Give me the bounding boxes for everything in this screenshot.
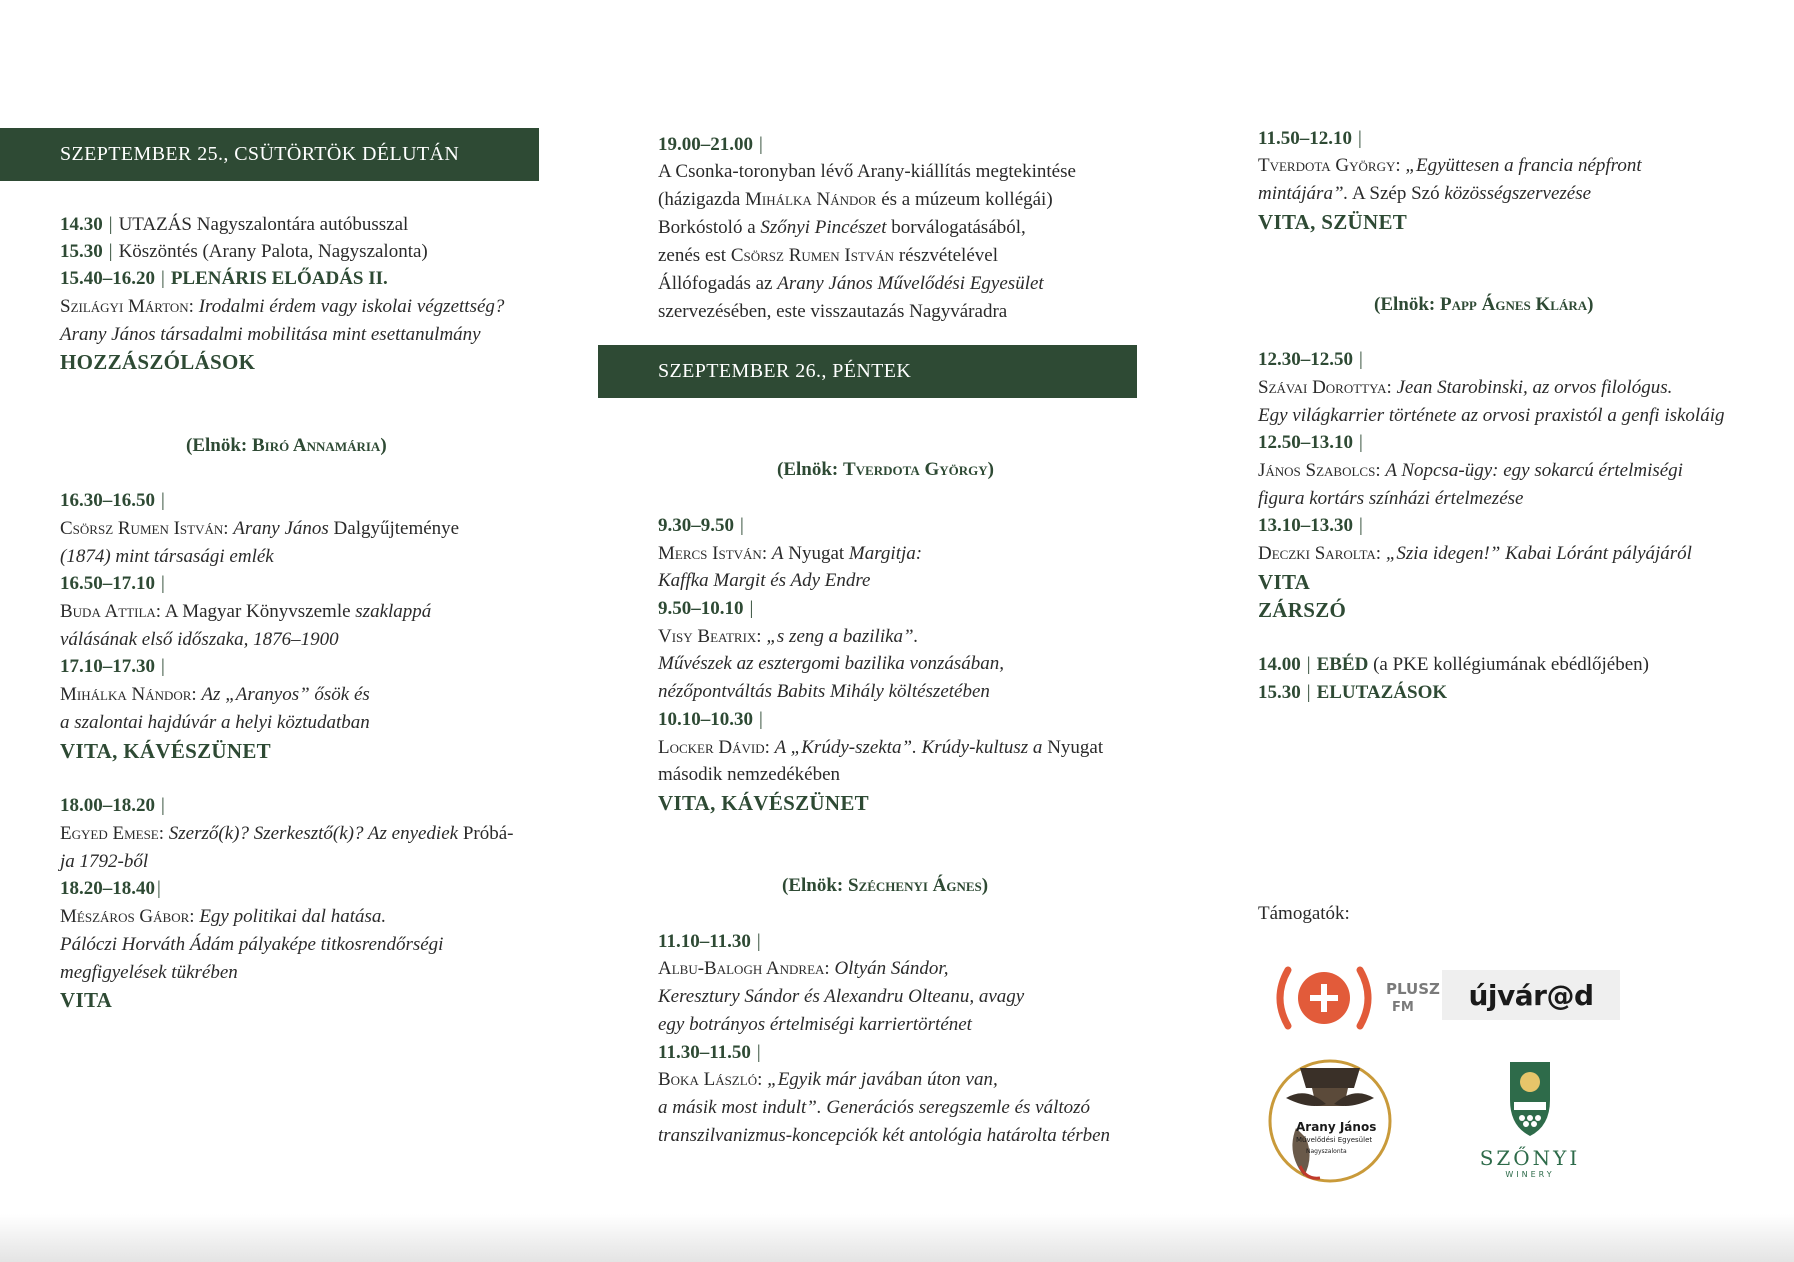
item-text: UTAZÁS Nagyszalontára autóbusszal <box>118 214 409 235</box>
szonyi-text: SZŐNYI <box>1479 1146 1581 1170</box>
section-label: HOZZÁSZÓLÁSOK <box>60 350 256 374</box>
schedule-time: 11.30–11.50 | <box>658 1042 761 1063</box>
ujvarad-text: újvár@d <box>1468 978 1594 1012</box>
speaker: Deczki Sarolta: <box>1258 543 1382 564</box>
talk-line <box>1258 540 1692 568</box>
speaker: Szávai Dorottya: <box>1258 377 1392 398</box>
speaker: Egyed Emese: <box>60 823 165 844</box>
day-banner-friday <box>598 345 1137 398</box>
plusz-fm-icon <box>1268 960 1428 1036</box>
talk-line <box>1258 180 1591 208</box>
emblem-text-c: Nagyszalonta <box>1306 1148 1347 1155</box>
day-banner-thursday <box>0 128 539 181</box>
talk-line <box>658 955 948 983</box>
break-label: VITA, KÁVÉSZÜNET <box>60 739 271 763</box>
talk-line: (1874) mint társasági emlék <box>60 546 274 567</box>
winery-name: Szőnyi Pincészet <box>760 217 887 238</box>
text: és a múzeum kollégái) <box>881 189 1053 210</box>
banner-text: SZEPTEMBER 26., PÉNTEK <box>658 360 912 382</box>
talk-title: „Szia idegen!” Kabai Lóránt pályájáról <box>1385 543 1692 564</box>
schedule-time: 18.00–18.20 | <box>60 795 165 816</box>
time: 10.10–10.30 <box>658 709 753 730</box>
speaker: Boka László: <box>658 1069 763 1090</box>
schedule-time: 16.50–17.10 | <box>60 573 165 594</box>
talk-title: „s zeng a bazilika”. <box>766 626 919 647</box>
talk-line: nézőpontváltás Babits Mihály költészetében <box>658 681 990 702</box>
winery-text: WINERY <box>1505 1170 1555 1179</box>
chair-label: (Elnök: <box>1374 294 1436 315</box>
time: 13.10–13.30 <box>1258 515 1353 536</box>
chair-line <box>782 872 988 900</box>
talk-line: transzilvanizmus-koncepciók két antológia határolta térben <box>658 1125 1111 1146</box>
talk-line: Keresztury Sándor és Alexandru Olteanu, avagy <box>658 986 1025 1007</box>
speaker: Visy Beatrix: <box>658 626 762 647</box>
time: 11.10–11.30 <box>658 931 751 952</box>
speaker: Mészáros Gábor: <box>60 906 195 927</box>
time: 15.40–16.20 <box>60 268 155 289</box>
text: Állófogadás az <box>658 273 773 294</box>
speaker: Tverdota György: <box>1258 155 1401 176</box>
schedule-time: 18.20–18.40 | <box>60 878 161 899</box>
time: 12.50–13.10 <box>1258 432 1353 453</box>
talk-line: egy botrányos értelmiségi karriertörténet <box>658 1014 972 1035</box>
time: 14.30 <box>60 214 103 235</box>
banner-text: SZEPTEMBER 25., CSÜTÖRTÖK DÉLUTÁN <box>60 143 460 165</box>
talk-line <box>1258 457 1683 485</box>
schedule-time: 12.50–13.10 | <box>1258 432 1363 453</box>
talk-title: közösségszervezése <box>1444 183 1592 204</box>
talk-line <box>658 540 922 568</box>
talk-title: A Szép Szó <box>1351 183 1440 204</box>
chair-label: (Elnök: <box>777 459 839 480</box>
talk-line: Egy világkarrier története az orvosi praxistól a genfi iskoláig <box>1258 405 1725 426</box>
event-line <box>658 186 1053 214</box>
chair-line <box>777 456 994 484</box>
schedule-time: 13.10–13.30 | <box>1258 515 1363 536</box>
speaker: Locker Dávid: <box>658 737 770 758</box>
speaker: Mihálka Nándor: <box>60 684 197 705</box>
talk-title: Arany János <box>233 518 329 539</box>
talk-line: a szalontai hajdúvár a helyi köztudatban <box>60 712 370 733</box>
talk-line: Pálóczi Horváth Ádám pályaképe titkosrendőrségi <box>60 934 444 955</box>
talk-title: A „Krúdy-szekta”. Krúdy-kultusz a <box>774 737 1043 758</box>
schedule-item: 14.00 | EBÉD (a PKE kollégiumának ebédlőjében) <box>1258 654 1649 675</box>
fm-text: FM <box>1392 1000 1414 1015</box>
event-line: A Csonka-toronyban lévő Arany-kiállítás megtekintése <box>658 161 1076 182</box>
item-text: (a PKE kollégiumának ebédlőjében) <box>1373 654 1649 675</box>
talk-line: megfigyelések tükrében <box>60 962 238 983</box>
schedule-time: 11.10–11.30 | <box>658 931 761 952</box>
schedule-item: 15.30 | Köszöntés (Arany Palota, Nagyszalonta) <box>60 241 428 262</box>
event-line: szervezésében, este visszautazás Nagyváradra <box>658 301 1008 322</box>
talk-line: Kaffka Margit és Ady Endre <box>658 570 871 591</box>
chair-name: Biró Annamária) <box>252 435 387 456</box>
time: 15.30 <box>60 241 103 262</box>
page-bottom-shadow <box>0 1214 1794 1262</box>
talk-line <box>658 1066 998 1094</box>
schedule-time: 12.30–12.50 | <box>1258 349 1363 370</box>
talk-title: A Nopcsa-ügy: egy sokarcú értelmiségi <box>1385 460 1683 481</box>
talk-line: második nemzedékében <box>658 764 841 785</box>
speaker: Buda Attila: <box>60 601 162 622</box>
emblem-text-b: Művelődési Egyesület <box>1296 1136 1373 1144</box>
item-label: EBÉD <box>1316 654 1369 675</box>
talk-line <box>60 515 459 543</box>
event-line <box>658 270 1044 298</box>
talk-line: figura kortárs színházi értelmezése <box>1258 488 1524 509</box>
talk-line <box>60 681 370 709</box>
plusz-text: PLUSZ <box>1386 980 1440 998</box>
time: 9.50–10.10 <box>658 598 744 619</box>
talk-line: válásának első időszaka, 1876–1900 <box>60 629 339 650</box>
event-line <box>658 242 998 270</box>
schedule-time: 11.50–12.10 | <box>1258 128 1362 149</box>
time: 16.50–17.10 <box>60 573 155 594</box>
talk-title: Jean Starobinski, az orvos filológus. <box>1396 377 1673 398</box>
org-name: Arany János Művelődési Egyesület <box>777 273 1044 294</box>
talk-title: Irodalmi érdem vagy iskolai végzettség? <box>198 296 505 317</box>
time: 12.30–12.50 <box>1258 349 1353 370</box>
schedule-item: 15.30 | ELUTAZÁSOK <box>1258 682 1448 703</box>
chair-line <box>1374 291 1593 319</box>
chair-name: Papp Ágnes Klára) <box>1440 294 1594 315</box>
talk-line: Művészek az esztergomi bazilika vonzásában, <box>658 653 1004 674</box>
time: 18.20–18.40 <box>60 878 155 899</box>
talk-title: mintájára”. <box>1258 183 1349 204</box>
item-text: PLENÁRIS ELŐADÁS II. <box>170 268 388 289</box>
talk-title: Egy politikai dal hatása. <box>199 906 387 927</box>
speaker: Csörsz Rumen István: <box>60 518 229 539</box>
chair-label: (Elnök: <box>782 875 844 896</box>
talk-title: Szerző(k)? Szerkesztő(k)? Az enyediek <box>168 823 459 844</box>
time: 11.30–11.50 <box>658 1042 751 1063</box>
talk-line <box>658 623 918 651</box>
talk-title: Oltyán Sándor, <box>834 958 949 979</box>
plusz-fm-logo <box>1268 960 1440 1036</box>
break-label: VITA, SZÜNET <box>1258 210 1408 234</box>
talk-title: „Egyik már javában úton van, <box>767 1069 998 1090</box>
chair-name: Széchenyi Ágnes) <box>848 875 989 896</box>
schedule-time: 9.30–9.50 | <box>658 515 744 536</box>
schedule-time: 9.50–10.10 | <box>658 598 754 619</box>
time: 18.00–18.20 <box>60 795 155 816</box>
item-text: Köszöntés (Arany Palota, Nagyszalonta) <box>118 241 428 262</box>
time: 17.10–17.30 <box>60 656 155 677</box>
time: 11.50–12.10 <box>1258 128 1352 149</box>
schedule-time: 10.10–10.30 | <box>658 709 763 730</box>
time: 16.30–16.50 <box>60 490 155 511</box>
break-label: VITA <box>1258 570 1311 594</box>
break-label: VITA <box>60 988 113 1012</box>
talk-line: a másik most indult”. Generációs seregszemle és változó <box>658 1097 1091 1118</box>
text: részvételével <box>898 245 998 266</box>
schedule-item: 15.40–16.20 | PLENÁRIS ELŐADÁS II. <box>60 268 388 289</box>
text: borválogatásából, <box>891 217 1026 238</box>
talk-line: Arany János társadalmi mobilitása mint esettanulmány <box>60 324 481 345</box>
time: 9.30–9.50 <box>658 515 734 536</box>
speaker: Albu-Balogh Andrea: <box>658 958 830 979</box>
talk-title: A <box>771 543 784 564</box>
item-label: ELUTAZÁSOK <box>1316 682 1448 703</box>
closing-label: ZÁRSZÓ <box>1258 598 1347 622</box>
schedule-time: 17.10–17.30 | <box>60 656 165 677</box>
schedule-time: 16.30–16.50 | <box>60 490 165 511</box>
performer-name: Csörsz Rumen István <box>730 245 895 266</box>
time: 15.30 <box>1258 682 1301 703</box>
szonyi-winery-logo <box>1470 1060 1590 1180</box>
talk-line <box>658 734 1103 762</box>
talk-title: Nyugat <box>788 543 845 564</box>
talk-title: Margitja: <box>848 543 923 564</box>
arany-janos-egyesulet-logo <box>1266 1058 1394 1184</box>
winery-shield-icon <box>1470 1060 1590 1140</box>
speaker: Szilágyi Márton: <box>60 296 194 317</box>
talk-line <box>60 903 386 931</box>
talk-title: Próbá- <box>462 823 514 844</box>
chair-line <box>186 432 387 460</box>
talk-title: Dalgyűjteménye <box>333 518 460 539</box>
schedule-item: 14.30 | UTAZÁS Nagyszalontára autóbusszal <box>60 214 409 235</box>
speaker: János Szabolcs: <box>1258 460 1381 481</box>
text: (házigazda <box>658 189 741 210</box>
talk-line: ja 1792-ből <box>60 851 149 872</box>
host-name: Mihálka Nándor <box>745 189 877 210</box>
talk-title: szaklappá <box>355 601 432 622</box>
text: Borkóstoló a <box>658 217 756 238</box>
emblem-text-a: Arany János <box>1296 1120 1377 1134</box>
talk-line <box>1258 152 1642 180</box>
talk-line <box>1258 374 1672 402</box>
ujvarad-logo <box>1442 970 1620 1020</box>
time: 14.00 <box>1258 654 1301 675</box>
break-label: VITA, KÁVÉSZÜNET <box>658 791 869 815</box>
schedule-time: 19.00–21.00 | <box>658 134 763 155</box>
talk-line <box>60 293 504 321</box>
time: 19.00–21.00 <box>658 134 753 155</box>
sponsors-label: Támogatók: <box>1258 903 1350 924</box>
speaker: Mercs István: <box>658 543 768 564</box>
chair-name: Tverdota György) <box>843 459 994 480</box>
chair-label: (Elnök: <box>186 435 248 456</box>
event-line <box>658 214 1026 242</box>
talk-line <box>60 820 513 848</box>
talk-line <box>60 598 431 626</box>
text: zenés est <box>658 245 727 266</box>
talk-title: Az „Aranyos” ősök és <box>201 684 370 705</box>
talk-title: „Együttesen a francia népfront <box>1405 155 1642 176</box>
talk-title: Nyugat <box>1047 737 1104 758</box>
talk-title: A Magyar Könyvszemle <box>164 601 351 622</box>
